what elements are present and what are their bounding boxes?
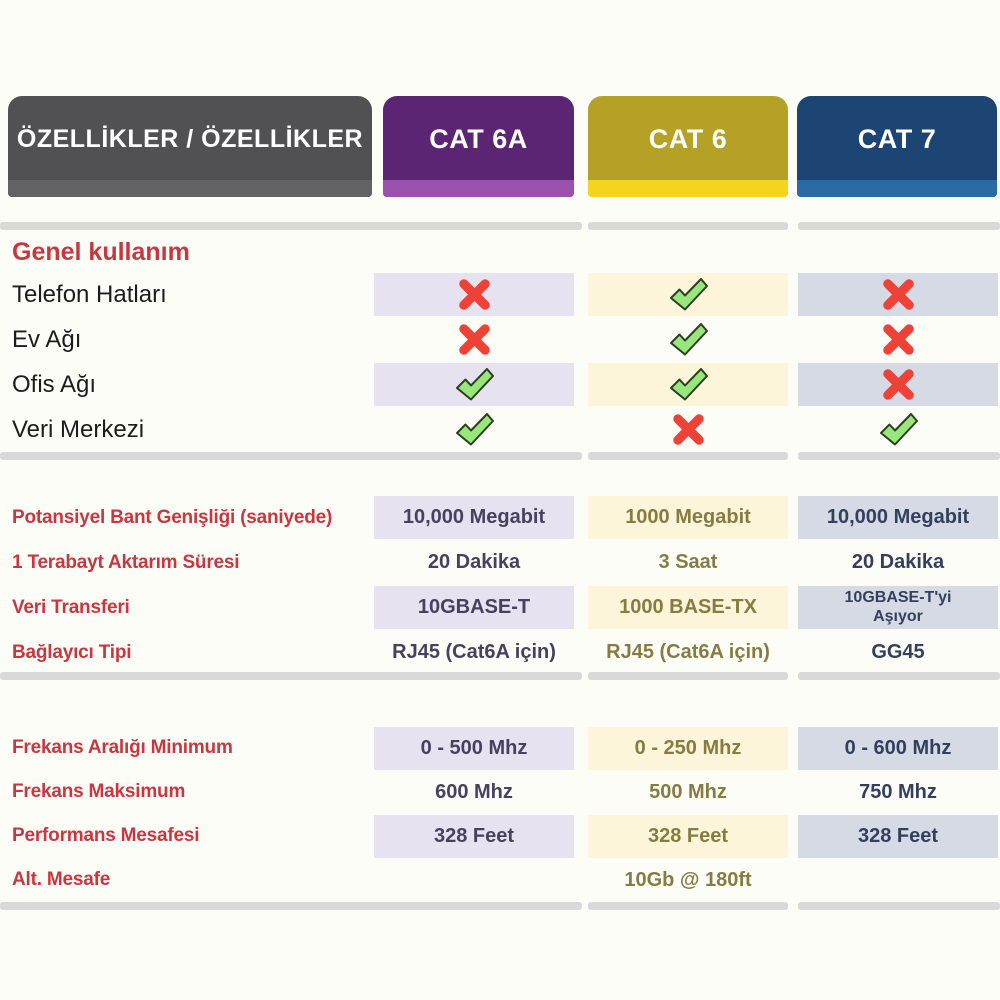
check-icon (452, 410, 496, 450)
divider-bar (588, 222, 788, 230)
cat7-cell (798, 363, 998, 406)
cat7-header-tab (797, 96, 997, 197)
table-row-frekans-maksimum (0, 770, 1000, 814)
cat6a-cell: 328 Feet (374, 815, 574, 858)
divider-bar (588, 672, 788, 680)
cross-icon (880, 321, 917, 358)
cat7-value-line2: Aşıyor (873, 607, 923, 625)
cat6a-cell: 600 Mhz (435, 780, 513, 803)
divider-bar (588, 452, 788, 460)
check-icon (876, 410, 920, 450)
row-label: Frekans Aralığı Minimum (12, 737, 233, 758)
cat6a-cell: 10GBASE-T (374, 586, 574, 629)
cat6-header-tab (588, 96, 788, 197)
cross-icon (880, 276, 917, 313)
divider-bar (0, 672, 582, 680)
features-header-tab (8, 96, 372, 197)
cat6a-header-label: CAT 6A (429, 124, 528, 154)
cat7-header-label: CAT 7 (857, 124, 937, 154)
check-icon (666, 275, 710, 315)
cat7-cell: GG45 (871, 641, 925, 663)
cat6-cell (588, 273, 788, 316)
cat7-cell (798, 273, 998, 316)
cat6a-cell: 20 Dakika (427, 551, 521, 573)
cat6-header-strip (588, 180, 788, 197)
cat6-cell (588, 407, 788, 452)
divider-bar (798, 222, 1000, 230)
cat7-cell: 0 - 600 Mhz (798, 727, 998, 770)
cat7-cell: 750 Mhz (859, 780, 937, 803)
row-label: Veri Merkezi (12, 415, 145, 443)
cat7-cell (798, 586, 998, 629)
table-row-veri-transferi (0, 585, 1000, 630)
cat6-cell: 3 Saat (658, 551, 718, 573)
table-row-alt-mesafe (0, 858, 1000, 902)
cat6-cell: RJ45 (Cat6A için) (606, 641, 770, 663)
cat6a-header-strip (383, 180, 574, 197)
cat7-cell: 10,000 Megabit (798, 496, 998, 539)
features-header-strip (8, 180, 372, 197)
divider-bar (0, 452, 582, 460)
cat6-cell: 1000 BASE-TX (588, 586, 788, 629)
cat6-cell: 10Gb @ 180ft (624, 868, 752, 891)
cross-icon (880, 366, 917, 403)
cat6a-cell (374, 858, 574, 902)
cross-icon (456, 276, 493, 313)
cross-icon (670, 411, 707, 448)
cat7-cell: 20 Dakika (851, 551, 945, 573)
cat6-cell (588, 363, 788, 406)
features-header-label: ÖZELLİKLER / ÖZELLİKLER (16, 125, 364, 153)
cat6-header-label: CAT 6 (648, 124, 728, 154)
divider-bar (798, 452, 1000, 460)
check-icon (666, 320, 710, 360)
row-label: Frekans Maksimum (12, 781, 186, 802)
row-label: Telefon Hatları (12, 280, 167, 308)
check-icon (452, 365, 496, 405)
cat6a-header-tab (383, 96, 574, 197)
cat6a-cell (374, 363, 574, 406)
row-label: Performans Mesafesi (12, 825, 200, 846)
cat7-cell (798, 858, 998, 902)
divider-bar (798, 672, 1000, 680)
row-label: Bağlayıcı Tipi (12, 641, 132, 663)
row-label: Alt. Mesafe (12, 869, 111, 890)
cat6a-cell (374, 407, 574, 452)
section-title-genel-kullanim: Genel kullanım (12, 238, 190, 266)
table-row-bant-genisligi (0, 495, 1000, 540)
cat6a-cell: 0 - 500 Mhz (374, 727, 574, 770)
row-label: 1 Terabayt Aktarım Süresi (12, 551, 240, 573)
row-label: Potansiyel Bant Genişliği (saniyede) (12, 506, 333, 528)
table-row-performans-mesafesi (0, 814, 1000, 858)
table-row-aktarim-suresi (0, 540, 1000, 585)
cat7-cell: 328 Feet (798, 815, 998, 858)
cat6a-cell: RJ45 (Cat6A için) (392, 641, 556, 663)
cat6a-cell (374, 273, 574, 316)
cat6-cell: 1000 Megabit (588, 496, 788, 539)
table-row-baglayici-tipi (0, 630, 1000, 675)
cat6-cell: 328 Feet (588, 815, 788, 858)
cat6a-cell: 10,000 Megabit (374, 496, 574, 539)
row-label: Ev Ağı (12, 325, 82, 353)
divider-bar (0, 902, 582, 910)
table-row-veri-merkezi (0, 407, 1000, 452)
cat6-cell: 500 Mhz (649, 780, 727, 803)
divider-bar (798, 902, 1000, 910)
cat6-cell: 0 - 250 Mhz (588, 727, 788, 770)
table-row-ofis-agi (0, 362, 1000, 407)
table-row-telefon-hatlari (0, 272, 1000, 317)
cat7-value-line1: 10GBASE-T'yi (844, 589, 952, 607)
cat7-cell (798, 317, 998, 362)
cat7-header-strip (797, 180, 997, 197)
table-row-ev-agi (0, 317, 1000, 362)
cross-icon (456, 321, 493, 358)
cat6a-cell (374, 317, 574, 362)
cat6-cell (588, 317, 788, 362)
row-label: Ofis Ağı (12, 370, 97, 398)
divider-bar (0, 222, 582, 230)
divider-bar (588, 902, 788, 910)
row-label: Veri Transferi (12, 596, 130, 618)
table-row-frekans-minimum (0, 726, 1000, 770)
check-icon (666, 365, 710, 405)
cat7-cell (798, 407, 998, 452)
